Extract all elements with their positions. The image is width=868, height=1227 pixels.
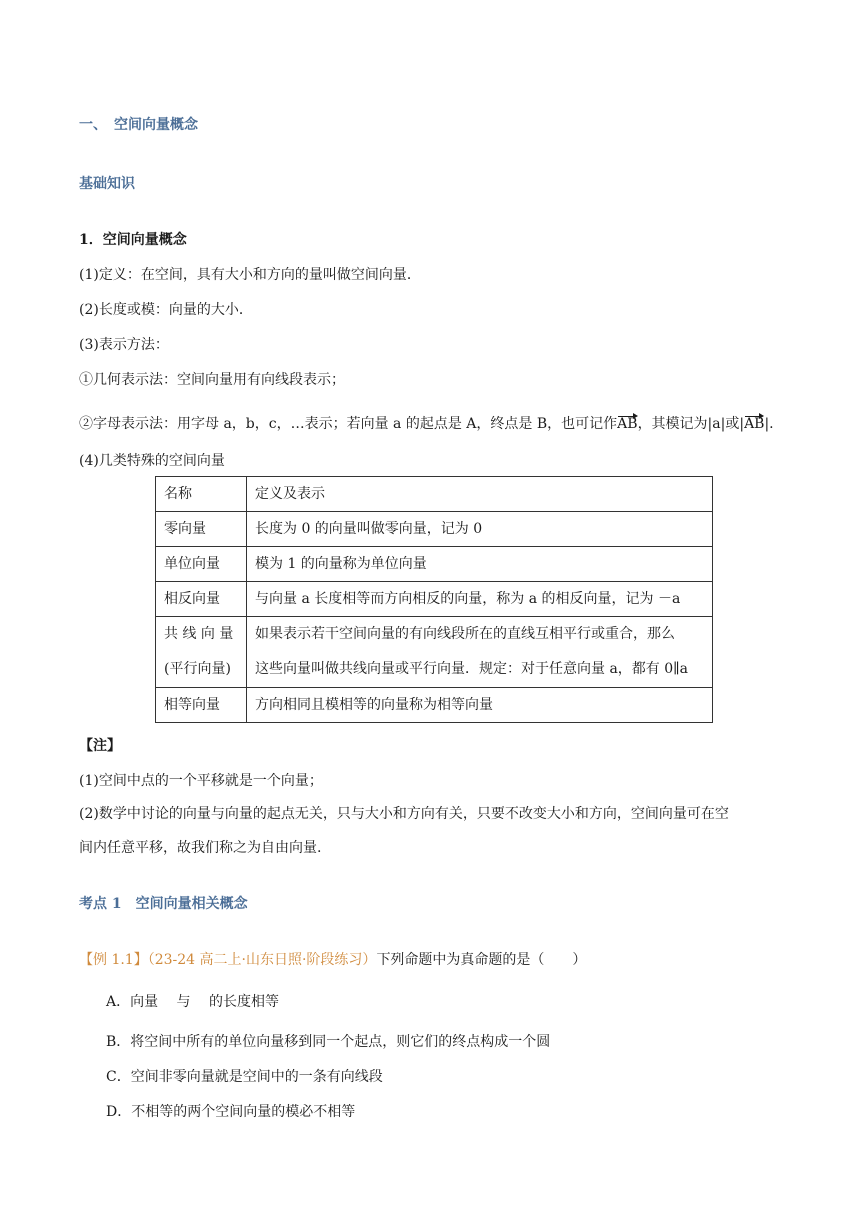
table-header-name: 名称 xyxy=(156,477,247,512)
subsection-title: 基础知识 xyxy=(79,176,135,192)
table-cell-definition: 与向量 a 长度相等而方向相反的向量，称为 a 的相反向量，记为 －a xyxy=(247,582,713,617)
option-c: C．空间非零向量就是空间中的一条有向线段 xyxy=(106,1069,383,1085)
item-title: 1．空间向量概念 xyxy=(79,232,187,248)
letter-representation-line xyxy=(79,413,774,433)
definition-line: (1)定义：在空间，具有大小和方向的量叫做空间向量． xyxy=(79,267,421,283)
table-cell-definition-line1: 如果表示若干空间向量的有向线段所在的直线互相平行或重合，那么 xyxy=(255,626,675,642)
geometric-representation-line: ①几何表示法：空间向量用有向线段表示； xyxy=(79,372,345,388)
note-line-2a: (2)数学中讨论的向量与向量的起点无关，只与大小和方向有关，只要不改变大小和方向，空间向量可在空 xyxy=(79,806,729,822)
note-line-1: (1)空间中点的一个平移就是一个向量； xyxy=(79,773,323,789)
example-question xyxy=(79,949,586,969)
table-cell-definition: 长度为 0 的向量叫做零向量，记为 0 xyxy=(247,512,713,547)
table-cell-definition-line2: 这些向量叫做共线向量或平行向量．规定：对于任意向量 a，都有 0∥a xyxy=(255,661,688,677)
table-cell-name xyxy=(156,617,247,688)
table-cell-name-line2: (平行向量) xyxy=(164,661,231,677)
vector-ab-modulus-symbol: AB xyxy=(744,416,765,432)
table-cell-definition xyxy=(247,617,713,688)
table-header-row xyxy=(156,477,713,512)
example-source: （23-24 高二上·山东日照·阶段练习） xyxy=(147,952,377,968)
table-row xyxy=(156,688,713,723)
kaodian-title: 考点 1 空间向量相关概念 xyxy=(79,896,248,912)
table-cell-name: 零向量 xyxy=(156,512,247,547)
table-cell-definition: 方向相同且模相等的向量称为相等向量 xyxy=(247,688,713,723)
option-a: A．向量 与 的长度相等 xyxy=(106,994,280,1010)
vector-ab-symbol: AB xyxy=(617,416,638,432)
example-question-text: 下列命题中为真命题的是（ ） xyxy=(376,952,587,968)
note-title: 【注】 xyxy=(79,738,121,754)
table-row xyxy=(156,617,713,688)
note-line-2b: 间内任意平移，故我们称之为自由向量. xyxy=(79,840,322,856)
table-row xyxy=(156,547,713,582)
example-tag: 【例 1.1】 xyxy=(79,952,148,968)
representation-line: (3)表示方法： xyxy=(79,337,169,353)
letter-representation-mid: ，其模记为|a|或| xyxy=(637,416,745,432)
table-cell-name-line1: 共 线 向 量 xyxy=(164,626,234,642)
section-title: 一、 空间向量概念 xyxy=(79,117,198,133)
special-vectors-table xyxy=(155,476,713,723)
letter-representation-prefix: ②字母表示法：用字母 a，b，c，…表示；若向量 a 的起点是 A，终点是 B，也可记作 xyxy=(79,416,618,432)
letter-representation-end: |. xyxy=(764,416,774,432)
table-cell-name: 单位向量 xyxy=(156,547,247,582)
option-b: B．将空间中所有的单位向量移到同一个起点，则它们的终点构成一个圆 xyxy=(106,1034,551,1050)
table-header-definition: 定义及表示 xyxy=(247,477,713,512)
length-line: (2)长度或模：向量的大小． xyxy=(79,302,253,318)
special-vectors-line: (4)几类特殊的空间向量 xyxy=(79,453,225,469)
table-cell-name: 相等向量 xyxy=(156,688,247,723)
table-row xyxy=(156,512,713,547)
option-d: D．不相等的两个空间向量的模必不相等 xyxy=(106,1104,356,1120)
table-row xyxy=(156,582,713,617)
table-cell-name: 相反向量 xyxy=(156,582,247,617)
table-cell-definition: 模为 1 的向量称为单位向量 xyxy=(247,547,713,582)
